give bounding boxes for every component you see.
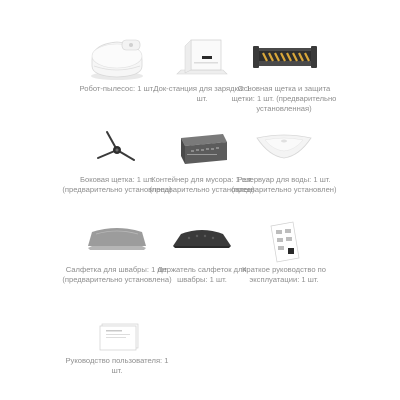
item-caption: Краткое руководство по эксплуатации: 1 шт.	[241, 265, 327, 284]
item-water-tank	[229, 120, 339, 194]
item-caption: Робот-пылесос: 1 шт.	[79, 84, 155, 93]
item-caption: Док-станция для зарядки: 1 шт.	[153, 84, 251, 103]
item-caption: Основная щетка и защита щетки: 1 шт. (предварительно установленная)	[231, 84, 337, 113]
item-caption: Держатель салфеток для швабры: 1 шт.	[157, 265, 247, 284]
item-caption: Контейнер для мусора: 1 шт. (предварительно установлен)	[149, 175, 255, 194]
item-caption: Резервуар для воды: 1 шт. (предварительно установлен)	[231, 175, 337, 194]
item-caption: Руководство пользователя: 1 шт.	[65, 356, 169, 375]
item-quick-guide	[229, 218, 339, 288]
item-caption: Боковая щетка: 1 шт. (предварительно установлена)	[62, 175, 172, 194]
item-user-manual	[62, 316, 172, 386]
main-brush-icon	[229, 18, 339, 88]
item-caption: Салфетка для швабры: 1 шт. (предварительно установлена)	[62, 265, 172, 284]
item-main-brush	[229, 18, 339, 113]
